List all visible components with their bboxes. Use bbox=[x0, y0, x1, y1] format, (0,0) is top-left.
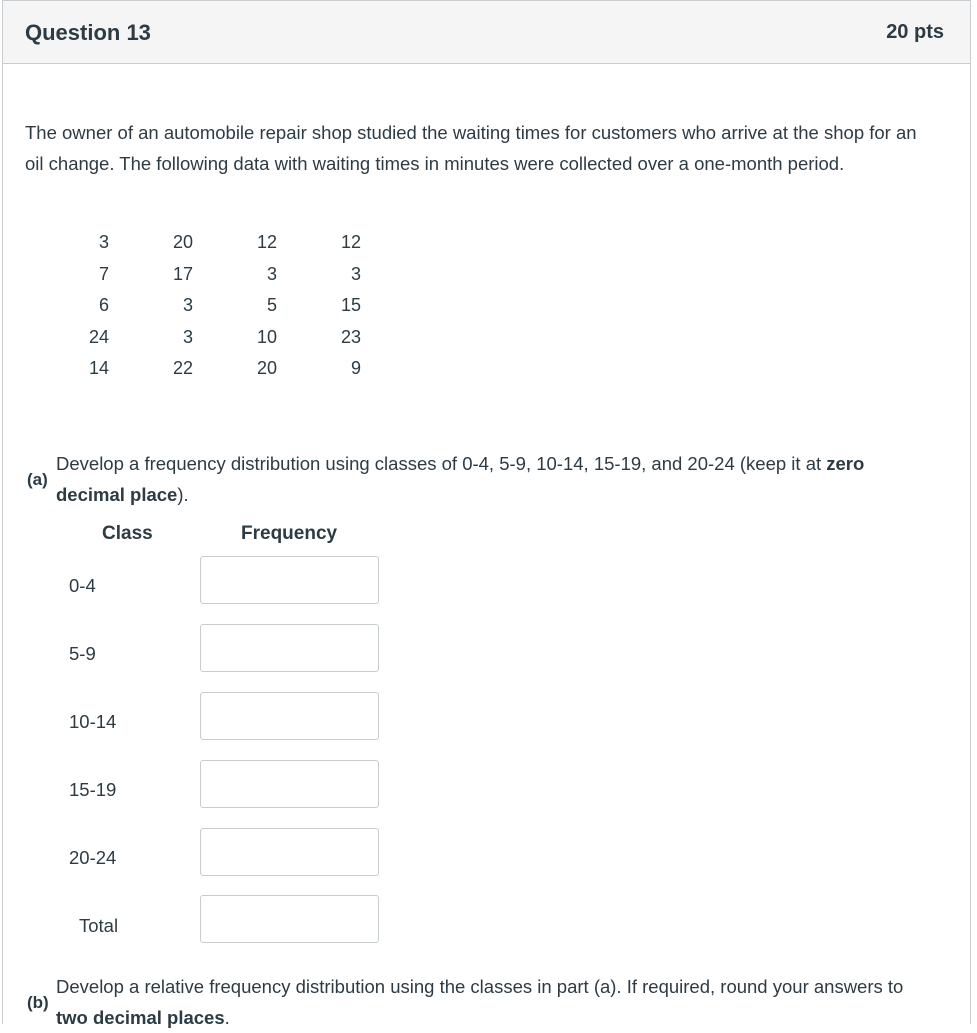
data-cell: 3 bbox=[182, 295, 193, 316]
class-label-15-19: 15-19 bbox=[69, 779, 117, 800]
class-label-0-4: 0-4 bbox=[69, 575, 96, 596]
question-header bbox=[3, 1, 970, 64]
data-cell: 20 bbox=[172, 232, 193, 253]
data-cell: 17 bbox=[172, 263, 193, 284]
part-a-instructions bbox=[56, 448, 936, 510]
class-column-header: Class bbox=[102, 523, 153, 544]
part-b-text: Develop a relative frequency distribution using the classes in part (a). If required, round your answers to bbox=[56, 976, 904, 997]
data-cell: 20 bbox=[256, 358, 277, 379]
data-row bbox=[3, 227, 361, 259]
class-label-5-9: 5-9 bbox=[69, 643, 96, 664]
data-cell: 10 bbox=[256, 326, 277, 347]
class-label-20-24: 20-24 bbox=[69, 847, 117, 868]
waiting-times-table bbox=[3, 227, 361, 385]
data-row bbox=[3, 322, 361, 354]
data-cell: 23 bbox=[340, 326, 361, 347]
part-b-label: (b) bbox=[27, 993, 49, 1012]
data-cell: 14 bbox=[88, 358, 109, 379]
question-title: Question 13 bbox=[25, 20, 151, 45]
part-b-text-end: . bbox=[224, 1007, 230, 1028]
part-a-bold-text: zero decimal place bbox=[56, 453, 865, 505]
data-row bbox=[3, 353, 361, 385]
data-cell: 9 bbox=[350, 358, 361, 379]
frequency-input-10-14[interactable] bbox=[200, 692, 379, 740]
frequency-column-header: Frequency bbox=[241, 523, 338, 544]
data-cell: 24 bbox=[88, 326, 109, 347]
total-label: Total bbox=[79, 915, 119, 936]
data-cell: 3 bbox=[182, 326, 193, 347]
data-cell: 5 bbox=[266, 295, 277, 316]
data-cell: 12 bbox=[256, 232, 277, 253]
frequency-input-20-24[interactable] bbox=[200, 828, 379, 876]
question-card bbox=[2, 0, 971, 1028]
frequency-input-0-4[interactable] bbox=[200, 556, 379, 604]
frequency-input-total[interactable] bbox=[200, 895, 379, 943]
data-cell: 7 bbox=[98, 263, 109, 284]
question-points: 20 pts bbox=[886, 21, 944, 43]
data-cell: 3 bbox=[350, 263, 361, 284]
data-row bbox=[3, 259, 361, 291]
data-cell: 22 bbox=[172, 358, 193, 379]
data-cell: 3 bbox=[98, 232, 109, 253]
part-a-label: (a) bbox=[27, 470, 48, 489]
data-cell: 3 bbox=[266, 263, 277, 284]
data-cell: 12 bbox=[340, 232, 361, 253]
part-a-text-end: ). bbox=[177, 484, 189, 505]
part-a-text: Develop a frequency distribution using classes of 0-4, 5-9, 10-14, 15-19, and 20-24 (keep it at bbox=[56, 453, 827, 474]
class-label-10-14: 10-14 bbox=[69, 711, 117, 732]
frequency-input-5-9[interactable] bbox=[200, 624, 379, 672]
part-b-bold-text: two decimal places bbox=[56, 1007, 225, 1028]
data-row bbox=[3, 290, 361, 322]
question-intro: The owner of an automobile repair shop studied the waiting times for customers who arrive at the shop for an oil change. The following data with waiting times in minutes were collected over a one-month period. bbox=[25, 122, 917, 174]
data-cell: 6 bbox=[98, 295, 109, 316]
frequency-input-15-19[interactable] bbox=[200, 760, 379, 808]
data-cell: 15 bbox=[340, 295, 361, 316]
